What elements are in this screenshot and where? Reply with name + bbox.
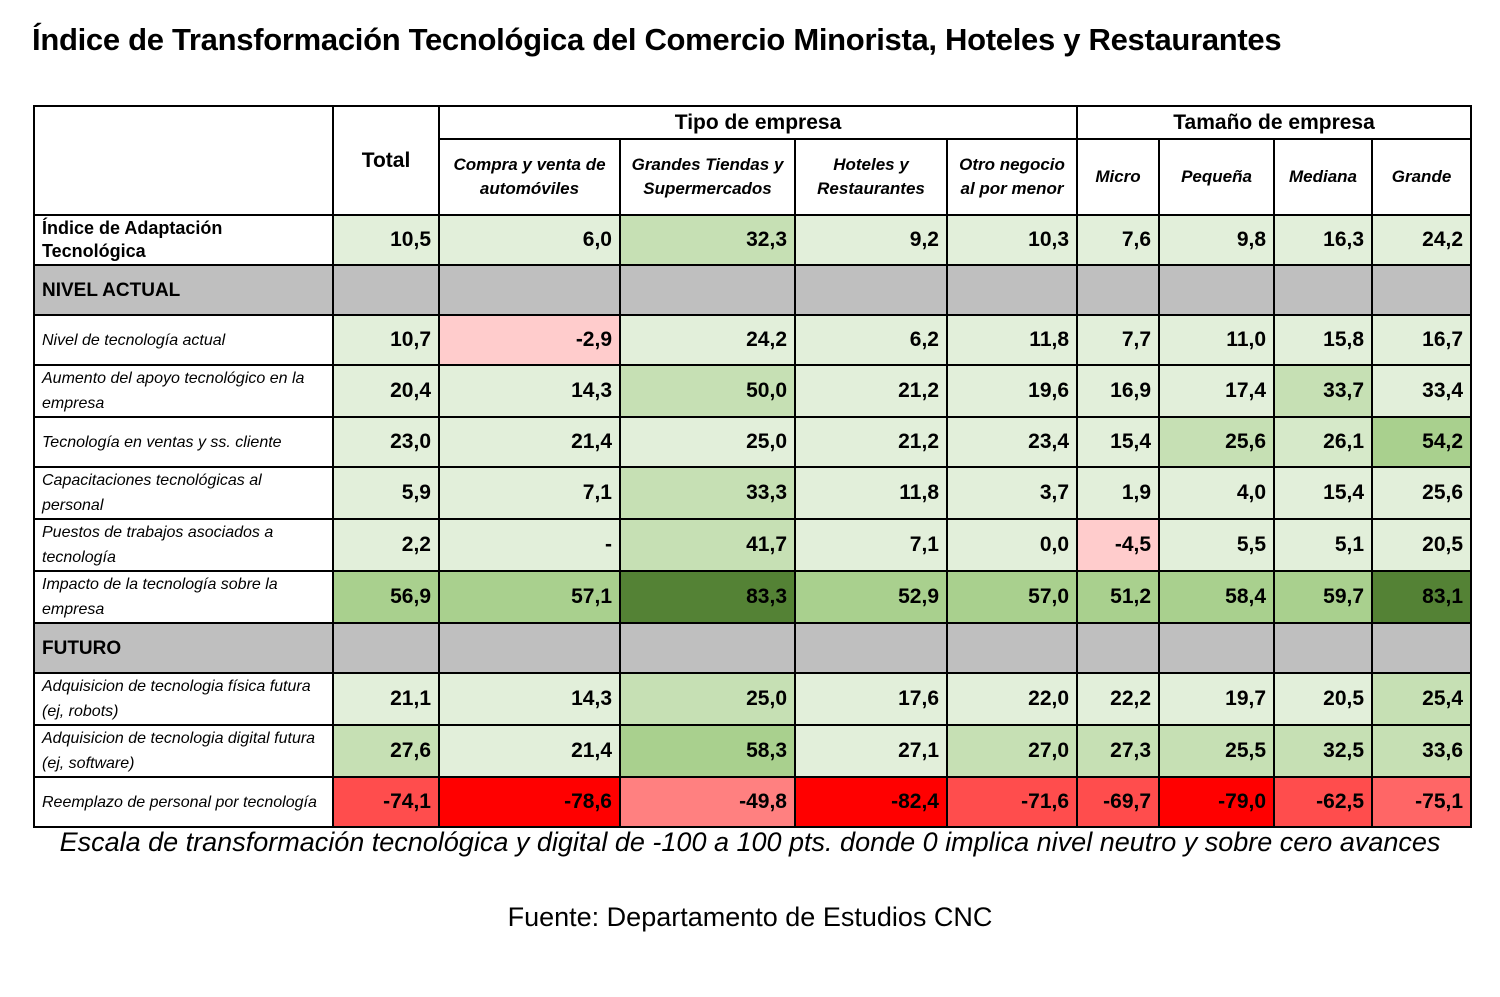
section-cell	[1274, 265, 1372, 315]
value-cell: 23,0	[333, 417, 439, 467]
row-label: Adquisicion de tecnologia digital futura (ej, software)	[34, 725, 333, 777]
section-cell	[333, 623, 439, 673]
value-cell: 2,2	[333, 519, 439, 571]
section-cell	[439, 265, 620, 315]
row-label: Índice de Adaptación Tecnológica	[34, 215, 333, 265]
value-cell: 20,4	[333, 365, 439, 417]
value-cell: 25,5	[1159, 725, 1274, 777]
value-cell: -74,1	[333, 777, 439, 827]
section-cell	[947, 265, 1077, 315]
value-cell: 21,2	[795, 365, 947, 417]
header-col-micro: Micro	[1077, 139, 1159, 215]
value-cell: -4,5	[1077, 519, 1159, 571]
table-row	[34, 467, 1471, 519]
value-cell: -79,0	[1159, 777, 1274, 827]
value-cell: 10,5	[333, 215, 439, 265]
row-label: Tecnología en ventas y ss. cliente	[34, 417, 333, 467]
source-note: Fuente: Departamento de Estudios CNC	[507, 902, 993, 932]
value-cell: 0,0	[947, 519, 1077, 571]
value-cell: 11,8	[947, 315, 1077, 365]
value-cell: 7,7	[1077, 315, 1159, 365]
value-cell: 6,0	[439, 215, 620, 265]
value-cell: 16,7	[1372, 315, 1471, 365]
value-cell: 5,5	[1159, 519, 1274, 571]
value-cell: 21,4	[439, 725, 620, 777]
value-cell: 19,7	[1159, 673, 1274, 725]
value-cell: 23,4	[947, 417, 1077, 467]
section-cell	[947, 623, 1077, 673]
section-row	[34, 265, 1471, 315]
value-cell: 41,7	[620, 519, 795, 571]
value-cell: 32,3	[620, 215, 795, 265]
value-cell: 20,5	[1372, 519, 1471, 571]
section-cell	[1159, 623, 1274, 673]
value-cell: 27,1	[795, 725, 947, 777]
value-cell: 25,4	[1372, 673, 1471, 725]
value-cell: 1,9	[1077, 467, 1159, 519]
value-cell: 27,3	[1077, 725, 1159, 777]
header-col-grandes-tiendas: Grandes Tiendas y Supermercados	[620, 139, 795, 215]
value-cell: -78,6	[439, 777, 620, 827]
value-cell: 57,1	[439, 571, 620, 623]
value-cell: 33,3	[620, 467, 795, 519]
value-cell: 33,4	[1372, 365, 1471, 417]
table-row	[34, 571, 1471, 623]
value-cell: 15,4	[1077, 417, 1159, 467]
value-cell: -49,8	[620, 777, 795, 827]
header-col-grande: Grande	[1372, 139, 1471, 215]
section-cell	[333, 265, 439, 315]
value-cell: -	[439, 519, 620, 571]
section-cell	[1274, 623, 1372, 673]
value-cell: 50,0	[620, 365, 795, 417]
value-cell: 25,6	[1159, 417, 1274, 467]
value-cell: 58,4	[1159, 571, 1274, 623]
value-cell: 17,6	[795, 673, 947, 725]
value-cell: 32,5	[1274, 725, 1372, 777]
value-cell: 24,2	[1372, 215, 1471, 265]
value-cell: 9,2	[795, 215, 947, 265]
section-cell	[1372, 265, 1471, 315]
value-cell: 17,4	[1159, 365, 1274, 417]
value-cell: -69,7	[1077, 777, 1159, 827]
value-cell: 19,6	[947, 365, 1077, 417]
value-cell: 25,6	[1372, 467, 1471, 519]
table-row	[34, 777, 1471, 827]
row-label: Adquisicion de tecnologia física futura (ej, robots)	[34, 673, 333, 725]
table-row	[34, 315, 1471, 365]
data-table	[33, 105, 1472, 828]
value-cell: 22,2	[1077, 673, 1159, 725]
section-cell	[1159, 265, 1274, 315]
section-cell	[1077, 623, 1159, 673]
section-label: FUTURO	[34, 623, 333, 673]
table-row	[34, 417, 1471, 467]
value-cell: 83,1	[1372, 571, 1471, 623]
section-cell	[620, 623, 795, 673]
footnote: Escala de transformación tecnológica y digital de -100 a 100 pts. donde 0 implica nivel neutro y sobre cero avances	[59, 827, 1441, 857]
value-cell: 27,6	[333, 725, 439, 777]
header-group-tipo: Tipo de empresa	[439, 106, 1077, 139]
value-cell: 11,8	[795, 467, 947, 519]
value-cell: 83,3	[620, 571, 795, 623]
header-total: Total	[333, 106, 439, 215]
value-cell: 21,2	[795, 417, 947, 467]
row-label: Puestos de trabajos asociados a tecnología	[34, 519, 333, 571]
row-label: Nivel de tecnología actual	[34, 315, 333, 365]
value-cell: 54,2	[1372, 417, 1471, 467]
value-cell: -75,1	[1372, 777, 1471, 827]
value-cell: 20,5	[1274, 673, 1372, 725]
value-cell: 16,9	[1077, 365, 1159, 417]
value-cell: -82,4	[795, 777, 947, 827]
header-group-tamano: Tamaño de empresa	[1077, 106, 1471, 139]
section-cell	[1372, 623, 1471, 673]
value-cell: 7,1	[795, 519, 947, 571]
value-cell: 11,0	[1159, 315, 1274, 365]
value-cell: 15,8	[1274, 315, 1372, 365]
section-cell	[795, 623, 947, 673]
table-row	[34, 215, 1471, 265]
value-cell: 21,1	[333, 673, 439, 725]
header-corner	[34, 106, 333, 215]
header-col-otro-negocio: Otro negocio al por menor	[947, 139, 1077, 215]
value-cell: 25,0	[620, 417, 795, 467]
table-row	[34, 365, 1471, 417]
row-label: Capacitaciones tecnológicas al personal	[34, 467, 333, 519]
value-cell: 14,3	[439, 365, 620, 417]
value-cell: -62,5	[1274, 777, 1372, 827]
section-cell	[1077, 265, 1159, 315]
value-cell: 6,2	[795, 315, 947, 365]
page-title: Índice de Transformación Tecnológica del Comercio Minorista, Hoteles y Restaurantes	[32, 22, 1282, 57]
value-cell: 16,3	[1274, 215, 1372, 265]
value-cell: 27,0	[947, 725, 1077, 777]
row-label: Impacto de la tecnología sobre la empresa	[34, 571, 333, 623]
value-cell: 22,0	[947, 673, 1077, 725]
value-cell: 21,4	[439, 417, 620, 467]
value-cell: 10,3	[947, 215, 1077, 265]
value-cell: 59,7	[1274, 571, 1372, 623]
value-cell: 33,7	[1274, 365, 1372, 417]
section-cell	[620, 265, 795, 315]
value-cell: 51,2	[1077, 571, 1159, 623]
row-label: Aumento del apoyo tecnológico en la empresa	[34, 365, 333, 417]
value-cell: 52,9	[795, 571, 947, 623]
value-cell: -71,6	[947, 777, 1077, 827]
table-row	[34, 673, 1471, 725]
value-cell: 58,3	[620, 725, 795, 777]
value-cell: -2,9	[439, 315, 620, 365]
table-row	[34, 519, 1471, 571]
value-cell: 5,1	[1274, 519, 1372, 571]
value-cell: 4,0	[1159, 467, 1274, 519]
header-col-pequena: Pequeña	[1159, 139, 1274, 215]
section-row	[34, 623, 1471, 673]
value-cell: 14,3	[439, 673, 620, 725]
header-col-automoviles: Compra y venta de automóviles	[439, 139, 620, 215]
value-cell: 26,1	[1274, 417, 1372, 467]
section-label: NIVEL ACTUAL	[34, 265, 333, 315]
value-cell: 5,9	[333, 467, 439, 519]
value-cell: 7,1	[439, 467, 620, 519]
section-cell	[439, 623, 620, 673]
table-row	[34, 725, 1471, 777]
header-col-hoteles: Hoteles y Restaurantes	[795, 139, 947, 215]
header-col-mediana: Mediana	[1274, 139, 1372, 215]
value-cell: 33,6	[1372, 725, 1471, 777]
value-cell: 25,0	[620, 673, 795, 725]
value-cell: 10,7	[333, 315, 439, 365]
value-cell: 3,7	[947, 467, 1077, 519]
value-cell: 56,9	[333, 571, 439, 623]
value-cell: 7,6	[1077, 215, 1159, 265]
value-cell: 9,8	[1159, 215, 1274, 265]
section-cell	[795, 265, 947, 315]
row-label: Reemplazo de personal por tecnología	[34, 777, 333, 827]
value-cell: 15,4	[1274, 467, 1372, 519]
value-cell: 57,0	[947, 571, 1077, 623]
value-cell: 24,2	[620, 315, 795, 365]
